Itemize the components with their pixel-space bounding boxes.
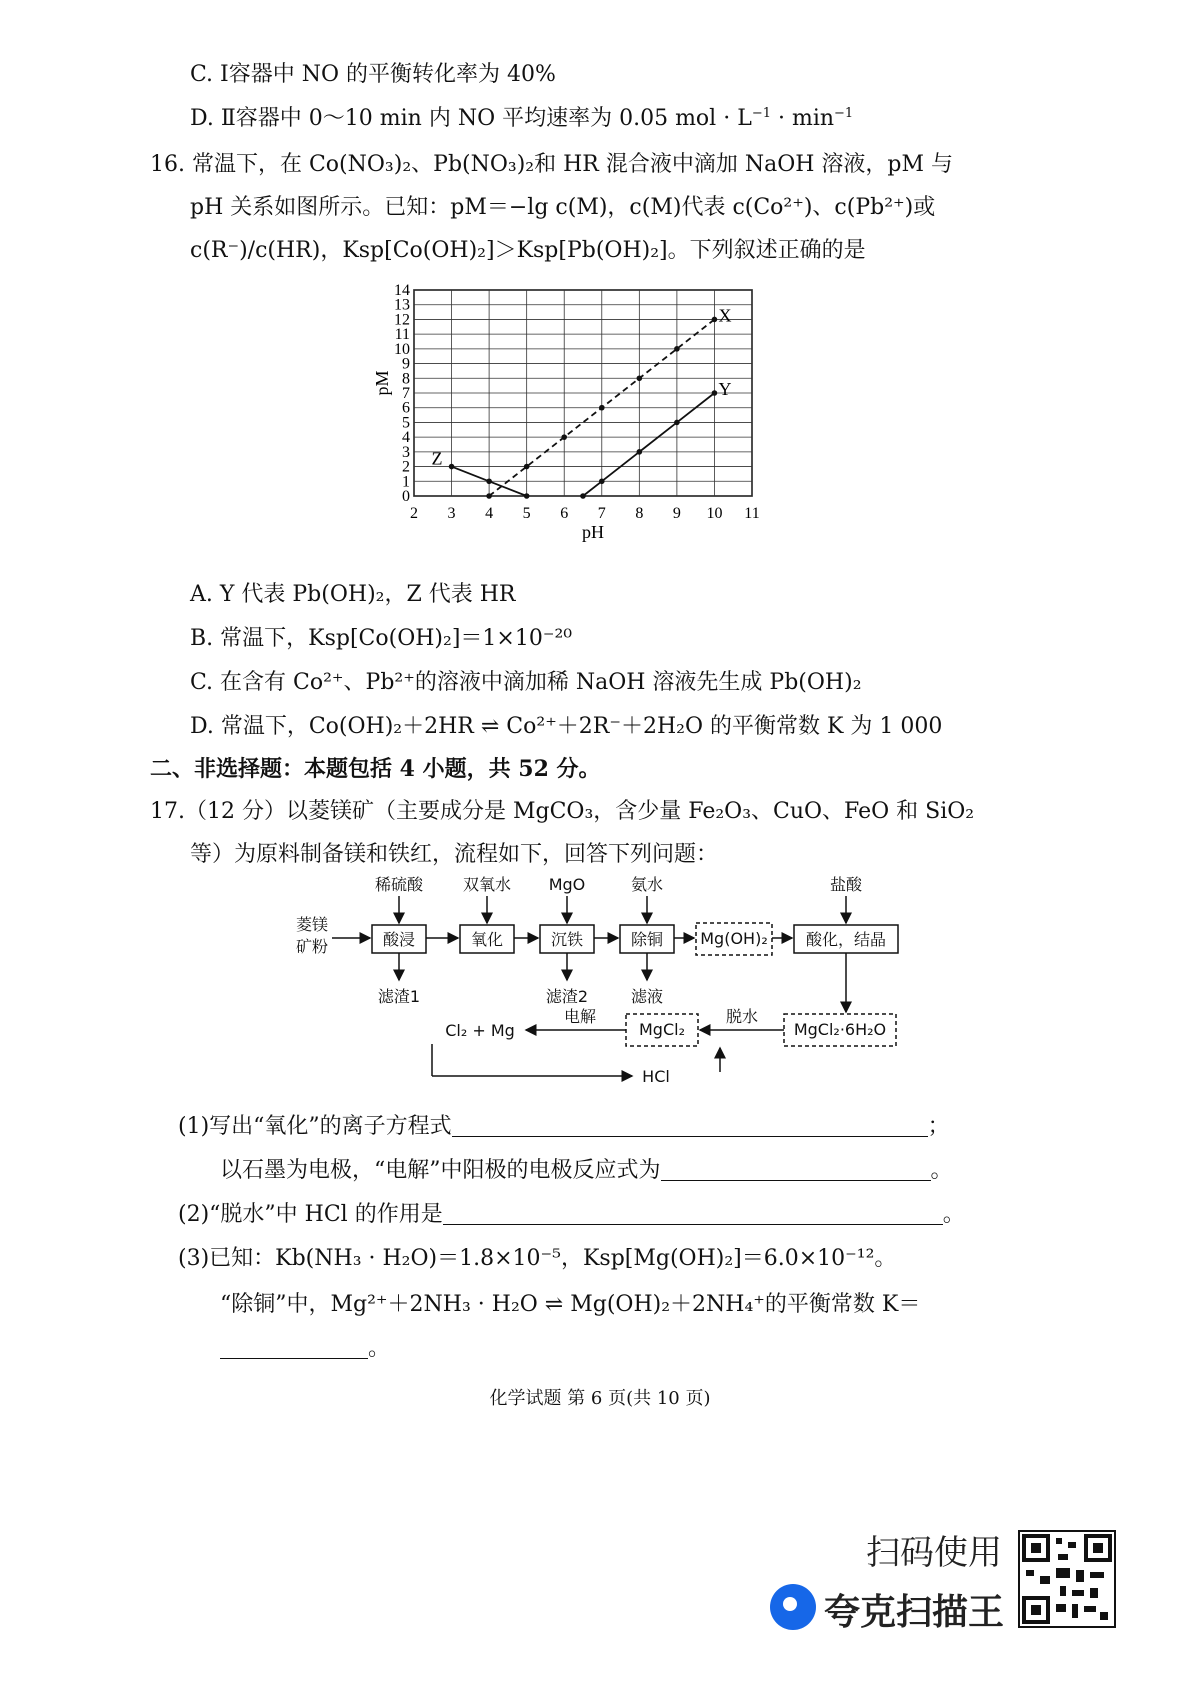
x-tick-label: 11 bbox=[744, 505, 760, 522]
y-tick-label: 0 bbox=[402, 488, 410, 505]
q15-d-mid: · min bbox=[770, 106, 835, 131]
q17-sub2-end: 。 bbox=[942, 1202, 965, 1227]
flow-recycle-hcl: HCl bbox=[642, 1067, 670, 1086]
chart-x-label: pH bbox=[582, 522, 604, 542]
data-point-Z bbox=[524, 493, 530, 499]
y-tick-label: 3 bbox=[402, 443, 410, 461]
series-label-Y: Y bbox=[718, 379, 732, 399]
pm-ph-chart bbox=[372, 280, 820, 570]
q17-sub1-prompt: (1)写出“氧化”的离子方程式 bbox=[178, 1114, 452, 1139]
flow-filtrate: 滤液 bbox=[630, 987, 664, 1006]
data-point-Z bbox=[449, 464, 455, 470]
q16-option-c: C. 在含有 Co²⁺、Pb²⁺的溶液中滴加稀 NaOH 溶液先生成 Pb(OH)₂ bbox=[190, 670, 862, 695]
y-tick-label: 11 bbox=[394, 326, 410, 344]
q17-sub3-end: 。 bbox=[368, 1336, 391, 1361]
flow-reagent-ammonia: 氨水 bbox=[630, 875, 664, 894]
data-point-X bbox=[524, 464, 530, 470]
flow-box-copper-removal-label: 除铜 bbox=[630, 930, 664, 949]
q17-sub1-anode-prompt: 以石墨为电极，“电解”中阳极的电极反应式为 bbox=[220, 1158, 661, 1183]
x-tick-label: 9 bbox=[672, 505, 681, 522]
chart-ticks bbox=[394, 282, 760, 522]
data-point-X bbox=[637, 375, 643, 381]
flow-box-mgoh2-label: Mg(OH)₂ bbox=[700, 929, 768, 948]
series-label-Z: Z bbox=[431, 448, 443, 469]
y-tick-label: 14 bbox=[394, 282, 410, 299]
y-tick-label: 1 bbox=[402, 473, 410, 491]
flow-step-dehydrate: 脱水 bbox=[725, 1007, 759, 1026]
flow-reagent-hcl: 盐酸 bbox=[829, 875, 863, 894]
flow-box-acidify-crystallize-label: 酸化，结晶 bbox=[805, 930, 887, 949]
data-point-Y bbox=[599, 478, 605, 484]
y-tick-label: 7 bbox=[402, 385, 410, 402]
x-tick-label: 10 bbox=[706, 505, 723, 522]
y-tick-label: 10 bbox=[394, 340, 410, 358]
data-point-X bbox=[674, 346, 680, 352]
q17-sub3-answer bbox=[220, 1334, 390, 1364]
flow-product: Cl₂ + Mg bbox=[445, 1021, 515, 1040]
q15-option-c: C. Ⅰ容器中 NO 的平衡转化率为 40% bbox=[190, 62, 556, 87]
y-tick-label: 12 bbox=[394, 311, 410, 329]
process-flowchart bbox=[290, 870, 910, 1100]
q17-sub3-given: (3)已知：Kb(NH₃ · H₂O)＝1.8×10⁻⁵，Ksp[Mg(OH)₂]＝6.0×10⁻¹²。 bbox=[178, 1246, 897, 1271]
quark-logo-icon bbox=[770, 1584, 816, 1630]
data-point-X bbox=[599, 405, 605, 411]
x-tick-label: 3 bbox=[447, 505, 456, 522]
answer-blank-3[interactable] bbox=[443, 1202, 943, 1225]
q17-sub1-equation bbox=[178, 1112, 950, 1142]
section2-title: 二、非选择题：本题包括 4 小题，共 52 分。 bbox=[150, 756, 601, 782]
q16-stem-line3: c(R⁻)/c(HR)，Ksp[Co(OH)₂]＞Ksp[Pb(OH)₂]。下列叙述正确的是 bbox=[190, 238, 866, 263]
data-point-X bbox=[712, 317, 718, 323]
x-tick-label: 2 bbox=[410, 505, 418, 522]
flow-residue2: 滤渣2 bbox=[545, 987, 589, 1006]
flow-box-iron-precip-label: 沉铁 bbox=[550, 930, 584, 949]
qr-code-icon[interactable] bbox=[1018, 1530, 1116, 1628]
x-tick-label: 5 bbox=[522, 505, 531, 522]
q16-option-b: B. 常温下，Ksp[Co(OH)₂]＝1×10⁻²⁰ bbox=[190, 626, 573, 651]
q16-stem-line1: 16. 常温下，在 Co(NO₃)₂、Pb(NO₃)₂和 HR 混合液中滴加 NaOH 溶液，pM 与 bbox=[150, 152, 954, 177]
q15-d-sup1: −1 bbox=[751, 106, 771, 121]
x-tick-label: 6 bbox=[560, 505, 569, 522]
answer-blank-2[interactable] bbox=[661, 1158, 931, 1181]
q15-d-pre: D. Ⅱ容器中 0～10 min 内 NO 平均速率为 0.05 mol · L bbox=[190, 106, 752, 131]
flow-step-electrolysis: 电解 bbox=[563, 1007, 597, 1026]
flow-box-mgcl2-hydrate-label: MgCl₂·6H₂O bbox=[793, 1020, 887, 1039]
data-point-Y bbox=[712, 390, 718, 396]
y-tick-label: 5 bbox=[402, 414, 410, 432]
data-point-Z bbox=[486, 478, 492, 484]
q17-sub2-prompt: (2)“脱水”中 HCl 的作用是 bbox=[178, 1202, 443, 1227]
chart-y-label: pM bbox=[372, 370, 392, 396]
x-tick-label: 7 bbox=[597, 505, 606, 522]
data-point-Y bbox=[637, 449, 643, 455]
y-tick-label: 6 bbox=[402, 399, 410, 417]
q17-stem-line1: 17.（12 分）以菱镁矿（主要成分是 MgCO₃，含少量 Fe₂O₃、CuO、FeO 和 SiO₂ bbox=[150, 799, 975, 824]
flow-residue1: 滤渣1 bbox=[377, 987, 421, 1006]
flow-box-acid-leach-label: 酸浸 bbox=[382, 930, 416, 949]
flow-reagent-h2so4: 稀硫酸 bbox=[374, 875, 424, 894]
y-tick-label: 4 bbox=[402, 429, 410, 447]
q15-option-d bbox=[190, 104, 853, 134]
q17-sub2 bbox=[178, 1200, 965, 1230]
q17-sub3-reaction: “除铜”中，Mg²⁺＋2NH₃ · H₂O ⇌ Mg(OH)₂＋2NH₄⁺的平衡常数 K＝ bbox=[220, 1292, 921, 1317]
scan-prompt: 扫码使用 bbox=[866, 1533, 1002, 1573]
y-tick-label: 8 bbox=[402, 370, 410, 388]
data-point-X bbox=[486, 493, 492, 499]
answer-blank-1[interactable] bbox=[452, 1114, 928, 1137]
flow-feed-top: 菱镁 bbox=[295, 915, 329, 934]
series-label-X: X bbox=[718, 305, 732, 326]
q17-sub1-end: ； bbox=[927, 1114, 950, 1139]
flow-reagent-h2o2: 双氧水 bbox=[462, 875, 512, 894]
page-footer: 化学试题 第 6 页(共 10 页) bbox=[489, 1388, 711, 1409]
data-point-Y bbox=[674, 420, 680, 426]
flow-reagent-mgo: MgO bbox=[548, 875, 586, 894]
q16-option-d: D. 常温下，Co(OH)₂＋2HR ⇌ Co²⁺＋2R⁻＋2H₂O 的平衡常数 K 为 1 000 bbox=[190, 714, 943, 739]
q17-sub1-anode bbox=[220, 1156, 953, 1186]
q15-d-sup2: −1 bbox=[834, 106, 854, 121]
scanner-brand-name: 夸克扫描王 bbox=[824, 1592, 1005, 1633]
data-point-Y bbox=[580, 493, 586, 499]
flow-feed-bottom: 矿粉 bbox=[295, 937, 329, 956]
x-tick-label: 8 bbox=[635, 505, 644, 522]
answer-blank-4[interactable] bbox=[220, 1336, 368, 1359]
y-tick-label: 2 bbox=[402, 458, 410, 476]
y-tick-label: 13 bbox=[394, 296, 410, 314]
q17-sub1-anode-end: 。 bbox=[930, 1158, 953, 1183]
flow-box-mgcl2-label: MgCl₂ bbox=[639, 1020, 685, 1039]
y-tick-label: 9 bbox=[402, 355, 410, 373]
q17-stem-line2: 等）为原料制备镁和铁红，流程如下，回答下列问题： bbox=[190, 842, 719, 867]
q16-stem-line2: pH 关系如图所示。已知：pM＝−lg c(M)，c(M)代表 c(Co²⁺)、c(Pb²⁺)或 bbox=[190, 195, 936, 220]
data-point-X bbox=[561, 434, 567, 440]
flow-box-oxidize-label: 氧化 bbox=[470, 930, 504, 949]
chart-grid bbox=[414, 290, 752, 496]
q16-option-a: A. Y 代表 Pb(OH)₂，Z 代表 HR bbox=[190, 582, 516, 607]
x-tick-label: 4 bbox=[485, 505, 494, 522]
